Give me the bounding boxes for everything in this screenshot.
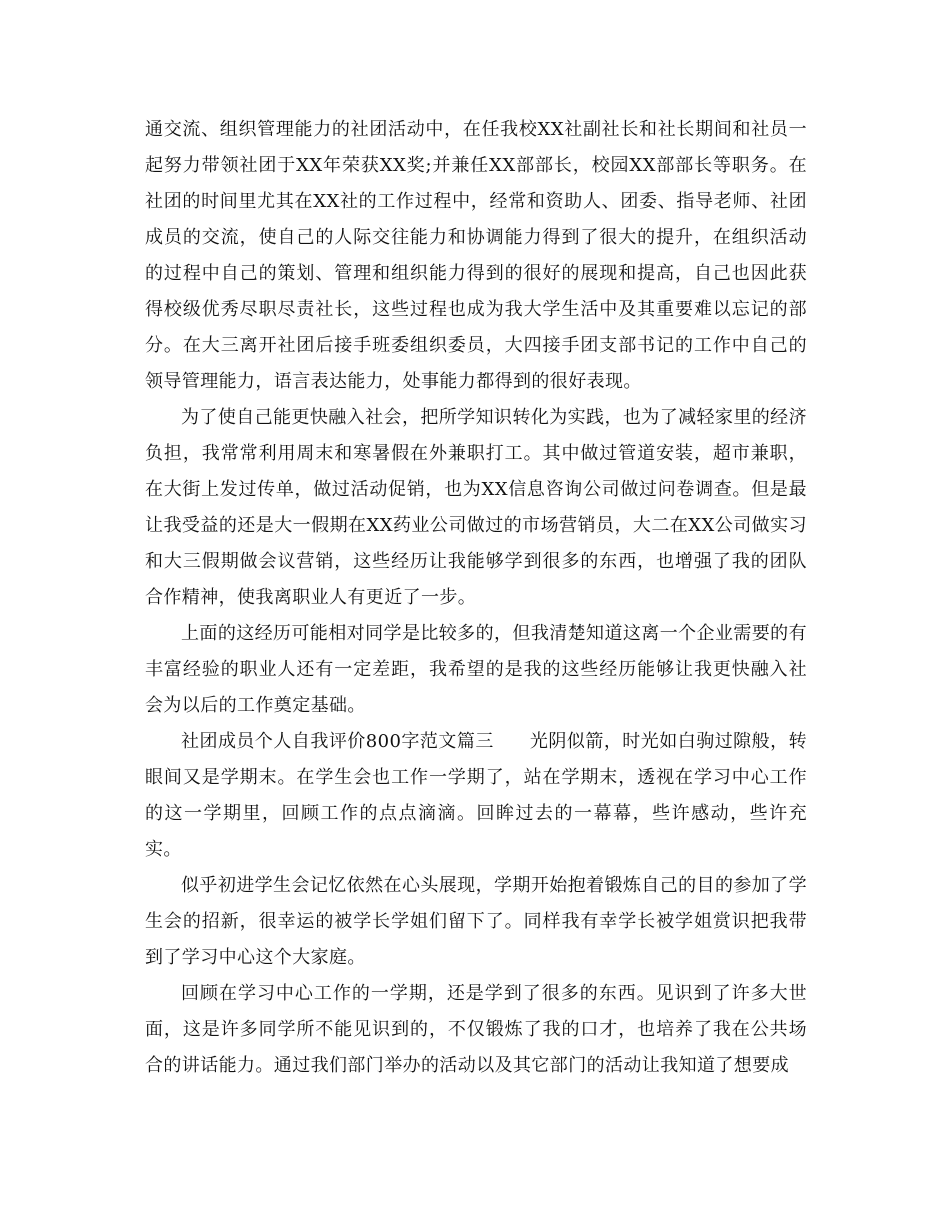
- section-text: 光阴似箭，时光如白驹过隙般，转眼间又是学期末。在学生会也工作一学期了，站在学期末，透视在学习中心工作的这一学期里，回顾工作的点点滴滴。回眸过去的一幕幕，些许感动，些许充实。: [145, 731, 808, 860]
- section-heading: 社团成员个人自我评价800字范文篇三: [181, 731, 494, 752]
- paragraph-5: 似乎初进学生会记忆依然在心头展现，学期开始抱着锻炼自己的目的参加了学生会的招新，很幸运的被学长学姐们留下了。同样我有幸学长被学姐赏识把我带到了学习中心这个大家庭。: [145, 875, 807, 968]
- paragraph-2: 为了使自己能更快融入社会，把所学知识转化为实践，也为了减轻家里的经济负担，我常常利用周末和寒暑假在外兼职打工。其中做过管道安装，超市兼职，在大街上发过传单，做过活动促销，也为XX信息咨询公司做过问卷调查。但是最让我受益的还是大一假期在XX药业公司做过的市场营销员，大二在XX公司做实习和大三假期做会议营销，这些经历让我能够学到很多的东西，也增强了我的团队合作精神，使我离职业人有更近了一步。: [145, 407, 807, 608]
- paragraph-1: 通交流、组织管理能力的社团活动中，在任我校XX社副社长和社长期间和社员一起努力带领社团于XX年荣获XX奖;并兼任XX部部长，校园XX部部长等职务。在社团的时间里尤其在XX社的工作过程中，经常和资助人、团委、指导老师、社团成员的交流，使自己的人际交往能力和协调能力得到了很大的提升，在组织活动的过程中自己的策划、管理和组织能力得到的很好的展现和提高，自己也因此获得校级优秀尽职尽责社长，这些过程也成为我大学生活中及其重要难以忘记的部分。在大三离开社团后接手班委组织委员，大四接手团支部书记的工作中自己的领导管理能力，语言表达能力，处事能力都得到的很好表现。: [145, 119, 807, 392]
- paragraph-6: 回顾在学习中心工作的一学期，还是学到了很多的东西。见识到了许多大世面，这是许多同学所不能见识到的，不仅锻炼了我的口才，也培养了我在公共场合的讲话能力。通过我们部门举办的活动以及其它部门的活动让我知道了想要成: [145, 983, 807, 1076]
- document-body: [145, 112, 807, 1084]
- paragraph-4: [145, 724, 807, 868]
- paragraph-3: 上面的这经历可能相对同学是比较多的，但我清楚知道这离一个企业需要的有丰富经验的职业人还有一定差距，我希望的是我的这些经历能够让我更快融入社会为以后的工作奠定基础。: [145, 623, 807, 716]
